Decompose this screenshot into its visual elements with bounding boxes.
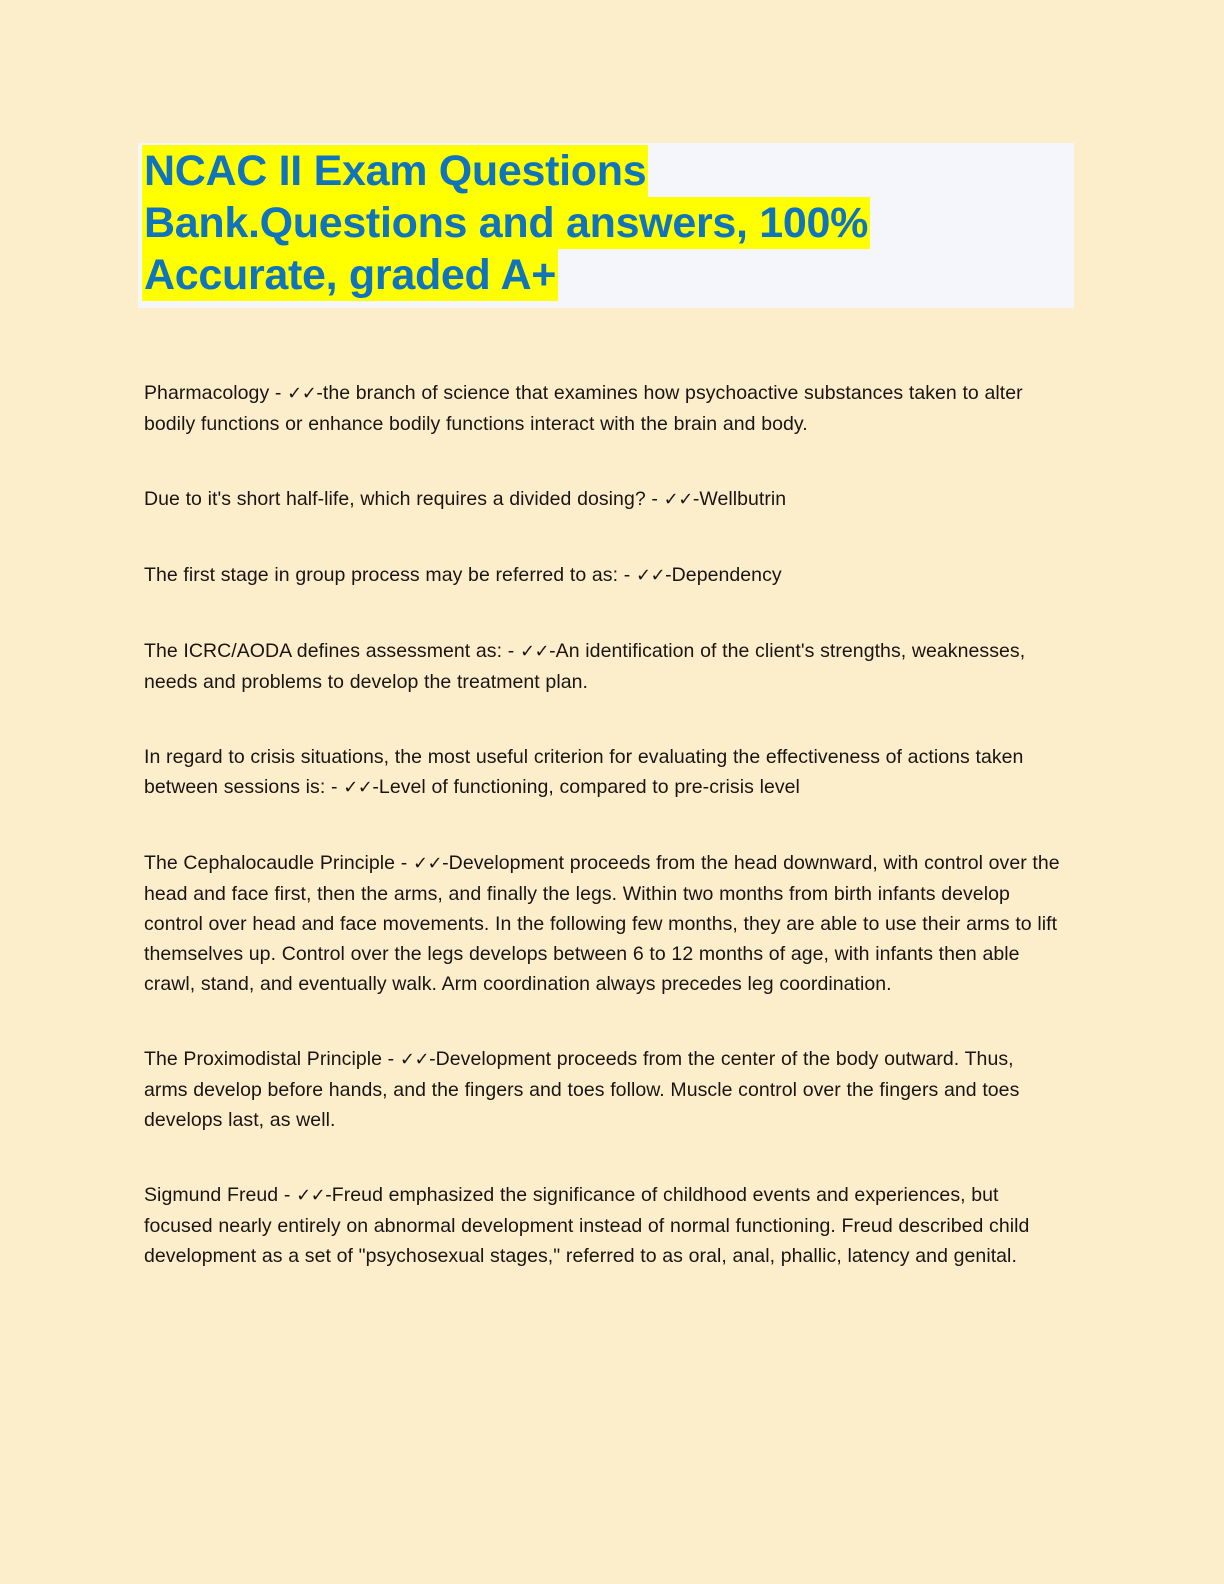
qa-dash: - — [325, 776, 344, 798]
double-check-icon: ✓✓ — [287, 383, 317, 404]
double-check-icon: ✓✓ — [296, 1185, 326, 1206]
qa-term: The Cephalocaudle Principle — [144, 852, 396, 874]
qa-block-sigmund-freud — [144, 1180, 1062, 1271]
qa-term: The ICRC/AODA defines assessment as: — [144, 640, 503, 662]
qa-term: The Proximodistal Principle — [144, 1048, 383, 1070]
qa-answer: -the branch of science that examines how psychoactive substances taken to alter bodily functions or enhance bodily functions interact with the brain and body. — [144, 382, 1023, 435]
qa-term: In regard to crisis situations, the most useful criterion for evaluating the effectiveness of actions taken between sessions is: — [144, 746, 1024, 798]
qa-dash: - — [502, 640, 520, 662]
qa-block-first-stage-group-process — [144, 560, 1062, 591]
qa-answer: -Freud emphasized the significance of childhood events and experiences, but focused nearly entirely on abnormal development instead of normal functioning. Freud described child development as a set of "psychosexual stages," referred to as oral, anal, phallic, latency and genital. — [144, 1184, 1030, 1267]
qa-dash: - — [618, 564, 636, 586]
page-title-line-1: NCAC II Exam Questions — [144, 147, 647, 195]
qa-answer: -An identification of the client's strengths, weaknesses, needs and problems to develop the treatment plan. — [144, 640, 1026, 693]
double-check-icon: ✓✓ — [412, 853, 443, 874]
qa-answer: -Dependency — [665, 564, 782, 586]
qa-answer: -Development proceeds from the head downward, with control over the head and face first, then the arms, and finally the legs. Within two months from birth infants develop control over head and face movements. In the following few months, they are able to use their arms to lift themselves up. Control over the legs develops between 6 to 12 months of age, with infants then able crawl, stand, and eventually walk. Arm coordination always precedes leg coordination. — [144, 852, 1060, 995]
qa-block-icrc-aoda-assessment — [144, 636, 1062, 697]
qa-term: Pharmacology — [144, 382, 270, 404]
qa-dash: - — [395, 852, 413, 874]
page-title-line-3: Accurate, graded A+ — [144, 251, 557, 299]
qa-answer: -Level of functioning, compared to pre-crisis level — [372, 776, 800, 798]
qa-answer: -Development proceeds from the center of the body outward. Thus, arms develop before hands, and the fingers and toes follow. Muscle control over the fingers and toes develops last, as well. — [144, 1048, 1020, 1131]
qa-dash: - — [645, 488, 664, 510]
qa-block-proximodistal-principle — [144, 1044, 1062, 1135]
qa-block-pharmacology — [144, 378, 1062, 439]
qa-term: The first stage in group process may be referred to as: — [144, 564, 619, 586]
double-check-icon: ✓✓ — [399, 1049, 430, 1070]
qa-dash: - — [278, 1184, 297, 1206]
qa-list — [144, 378, 1062, 1271]
double-check-icon: ✓✓ — [663, 489, 693, 510]
qa-answer: -Wellbutrin — [692, 488, 787, 510]
qa-term: Sigmund Freud — [144, 1184, 279, 1206]
qa-term: Due to it's short half-life, which requires a divided dosing? — [144, 488, 646, 510]
double-check-icon: ✓✓ — [635, 565, 666, 586]
page-title-line-2: Bank.Questions and answers, 100% — [144, 199, 869, 247]
qa-block-cephalocaudle-principle — [144, 848, 1062, 999]
qa-block-crisis-situations-criterion — [144, 742, 1062, 803]
qa-block-short-half-life — [144, 484, 1062, 515]
page-title — [144, 145, 1024, 301]
qa-dash: - — [382, 1048, 400, 1070]
double-check-icon: ✓✓ — [519, 641, 550, 662]
double-check-icon: ✓✓ — [343, 777, 373, 798]
qa-dash: - — [269, 382, 288, 404]
